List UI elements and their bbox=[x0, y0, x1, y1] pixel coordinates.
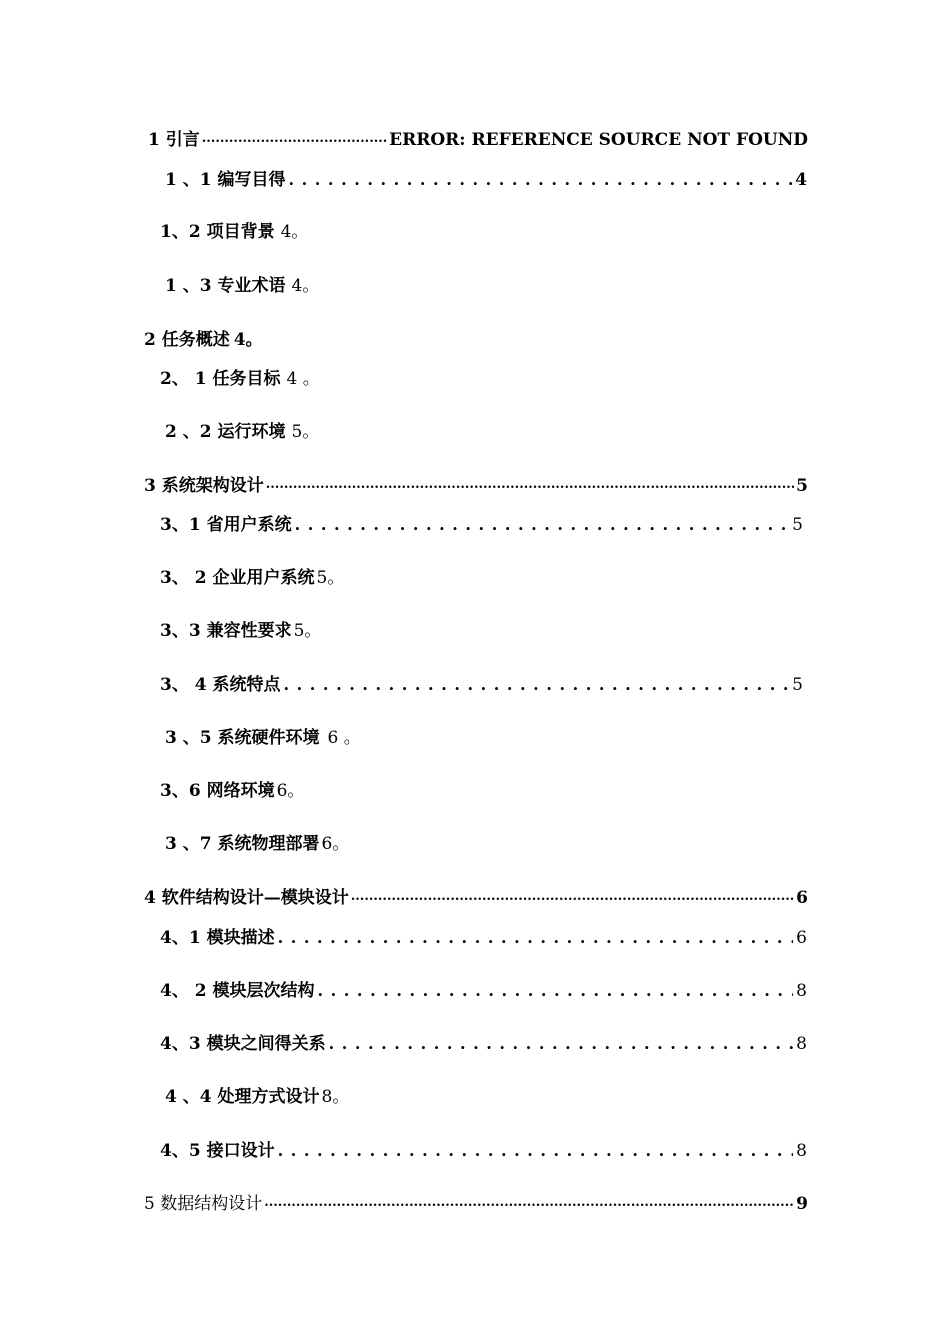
toc-entry-page: 4。 bbox=[233, 330, 263, 350]
toc-entry[interactable] bbox=[165, 170, 807, 190]
toc-entry-title: 4、 2 模块层次结构 bbox=[160, 981, 315, 1001]
toc-entry-title: 3、6 网络环境 bbox=[160, 781, 275, 801]
toc-entry-title: 2 任务概述 bbox=[144, 330, 230, 350]
toc-entry-page: 8 bbox=[796, 1034, 807, 1054]
toc-leader-dots bbox=[202, 127, 387, 149]
toc-entry-title: 3 、5 系统硬件环境 bbox=[165, 728, 320, 748]
toc-entry-title: 3 系统架构设计 bbox=[144, 476, 264, 496]
toc-entry[interactable] bbox=[144, 330, 263, 350]
toc-leader-dots bbox=[329, 1034, 794, 1054]
toc-entry[interactable] bbox=[160, 981, 807, 1001]
toc-entry-title: 2 、2 运行环境 bbox=[165, 422, 286, 442]
toc-entry[interactable] bbox=[144, 888, 808, 910]
toc-entry[interactable] bbox=[165, 834, 349, 854]
toc-entry[interactable] bbox=[165, 1087, 349, 1107]
toc-entry-page: 5。 bbox=[291, 422, 320, 442]
toc-entry-title: 1、2 项目背景 bbox=[160, 222, 275, 242]
toc-entry[interactable] bbox=[160, 369, 320, 389]
toc-entry-title: 4、1 模块描述 bbox=[160, 928, 275, 948]
toc-entry-page: 5 bbox=[792, 515, 803, 535]
toc-entry-page: 8 bbox=[796, 1141, 807, 1161]
toc-entry[interactable] bbox=[160, 568, 344, 588]
toc-entry-title: 1 、1 编写目得 bbox=[165, 170, 286, 190]
toc-entry-page: 6。 bbox=[276, 781, 305, 801]
toc-entry[interactable] bbox=[144, 476, 808, 498]
toc-entry-page: 4 。 bbox=[286, 369, 320, 389]
toc-leader-dots bbox=[278, 1141, 794, 1161]
toc-leader-dots bbox=[278, 928, 794, 948]
toc-entry[interactable] bbox=[160, 222, 308, 242]
toc-entry-page: 8 bbox=[796, 981, 807, 1001]
toc-entry-page: 5。 bbox=[293, 621, 322, 641]
toc-entry[interactable] bbox=[165, 728, 361, 748]
toc-entry-page: 9 bbox=[796, 1194, 808, 1214]
toc-entry[interactable] bbox=[160, 621, 321, 641]
toc-entry-title: 4 、4 处理方式设计 bbox=[165, 1087, 320, 1107]
toc-entry-title: 3、 2 企业用户系统 bbox=[160, 568, 315, 588]
toc-entry-page: 4 bbox=[795, 170, 807, 190]
toc-entry[interactable] bbox=[165, 276, 319, 296]
toc-entry[interactable] bbox=[160, 515, 803, 535]
toc-leader-dots bbox=[264, 1191, 794, 1213]
toc-entry-page: 6 bbox=[796, 888, 808, 908]
toc-entry[interactable] bbox=[165, 422, 319, 442]
toc-entry-page: 5 bbox=[796, 476, 808, 496]
toc-entry[interactable] bbox=[148, 130, 808, 152]
toc-entry-title: 1 、3 专业术语 bbox=[165, 276, 286, 296]
toc-leader-dots bbox=[295, 515, 790, 535]
toc-entry-title: 3、1 省用户系统 bbox=[160, 515, 292, 535]
toc-entry[interactable] bbox=[144, 1194, 808, 1216]
toc-entry-page: 5 bbox=[792, 675, 803, 695]
toc-entry-page: 4。 bbox=[280, 222, 309, 242]
toc-leader-dots bbox=[318, 981, 794, 1001]
toc-leader-dots bbox=[284, 675, 790, 695]
toc-entry-page: 4。 bbox=[291, 276, 320, 296]
toc-entry-title: 4、5 接口设计 bbox=[160, 1141, 275, 1161]
toc-entry-title: 4、3 模块之间得关系 bbox=[160, 1034, 326, 1054]
toc-entry-title: 3、 4 系统特点 bbox=[160, 675, 281, 695]
toc-entry-title: 3 、7 系统物理部署 bbox=[165, 834, 320, 854]
toc-entry-title: 3、3 兼容性要求 bbox=[160, 621, 292, 641]
toc-entry[interactable] bbox=[160, 1034, 807, 1054]
toc-entry[interactable] bbox=[160, 928, 807, 948]
toc-leader-dots bbox=[266, 473, 794, 495]
toc-entry[interactable] bbox=[160, 781, 304, 801]
toc-entry-page: 6 bbox=[796, 928, 807, 948]
toc-entry-page: 6。 bbox=[321, 834, 350, 854]
toc-entry-page: 6 。 bbox=[327, 728, 361, 748]
toc-entry[interactable] bbox=[160, 675, 803, 695]
toc-leader-dots bbox=[289, 170, 793, 190]
toc-entry-title: 2、 1 任务目标 bbox=[160, 369, 281, 389]
toc-entry-title: 4 软件结构设计—模块设计 bbox=[144, 888, 349, 908]
toc-entry-title: 1 引言 bbox=[148, 130, 200, 150]
toc-entry-page: ERROR: REFERENCE SOURCE NOT FOUND bbox=[389, 130, 808, 150]
toc-entry-page: 8。 bbox=[321, 1087, 350, 1107]
toc-entry-page: 5。 bbox=[316, 568, 345, 588]
toc-entry-title: 5 数据结构设计 bbox=[144, 1194, 263, 1214]
toc-leader-dots bbox=[351, 885, 794, 907]
toc-entry[interactable] bbox=[160, 1141, 807, 1161]
